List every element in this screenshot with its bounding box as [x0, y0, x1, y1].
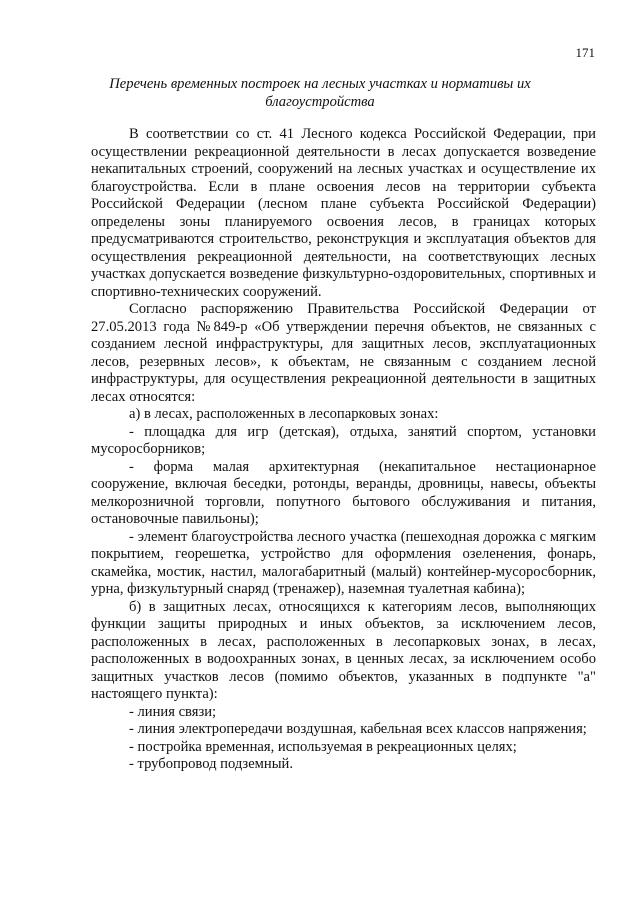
- list-item-communication-line: - линия связи;: [129, 703, 217, 720]
- list-item-small-architecture: - форма малая архитектурная (некапитальное нестационарное сооружение, включая беседки, ротонды, веранды, дровницы, навесы, объекты мелкорозничной торговли, попутного бытового обслуживания и питания, остановочные павильоны);: [91, 458, 596, 527]
- list-item-underground-pipeline: - трубопровод подземный.: [129, 756, 293, 772]
- list-item-temporary-building: - постройка временная, используемая в рекреационных целях;: [129, 738, 517, 755]
- paragraph-forest-code: В соответствии со ст. 41 Лесного кодекса Российской Федерации, при осуществлении рекреационной деятельности в лесах допускается возведение некапитальных строений, сооружений на лесных участках и осуществление их благоустройства. Если в плане освоения лесов на территории субъекта Российской Федерации (лесном плане субъекта Российской Федерации) определены зоны планируемого освоения лесов, в границах которых предусматриваются строительство, реконструкция и эксплуатация объектов для осуществления рекреационной деятельности, на соответствующих лесных участках допускается возведение физкультурно-оздоровительных, спортивных и спортивно-технических сооружений.: [91, 126, 596, 300]
- list-item-landscaping-element: - элемент благоустройства лесного участка (пешеходная дорожка с мягким покрытием, георешетка, устройство для оформления озеленения, фонарь, скамейка, мостик, настил, малогабаритный (малый) контейнер-мусоросборник, урна, физкультурный снаряд (тренажер), наземная туалетная кабина);: [91, 528, 596, 597]
- page-number: 171: [575, 45, 595, 60]
- list-item-a-heading: а) в лесах, расположенных в лесопарковых зонах:: [129, 406, 439, 422]
- paragraph-government-order: Согласно распоряжению Правительства Российской Федерации от 27.05.2013 года №849-р «Об утверждении перечня объектов, не связанных с созданием лесной инфраструктуры, для защитных лесов, эксплуатационных лесов, резервных лесов», к объектам, не связанным с созданием лесной инфраструктуры, для осуществления рекреационной деятельности в защитных лесах относятся:: [91, 301, 596, 405]
- document-body: [91, 126, 596, 774]
- list-item-playground: - площадка для игр (детская), отдыха, занятий спортом, установки мусоросборников;: [91, 423, 596, 457]
- list-item-b-heading: б) в защитных лесах, относящихся к категориям лесов, выполняющих функции защиты природных и иных объектов, за исключением лесов, расположенных в лесах, расположенных в лесопарковых зонах, в лесах, расположенных в водоохранных зонах, в ценных лесах, за исключением особо защитных участков лесов (помимо объектов, указанных в подпункте "а" настоящего пункта):: [91, 598, 596, 702]
- list-item-power-line: - линия электропередачи воздушная, кабельная всех классов напряжения;: [129, 721, 587, 737]
- section-title: Перечень временных построек на лесных участках и нормативы их благоустройства: [109, 76, 531, 110]
